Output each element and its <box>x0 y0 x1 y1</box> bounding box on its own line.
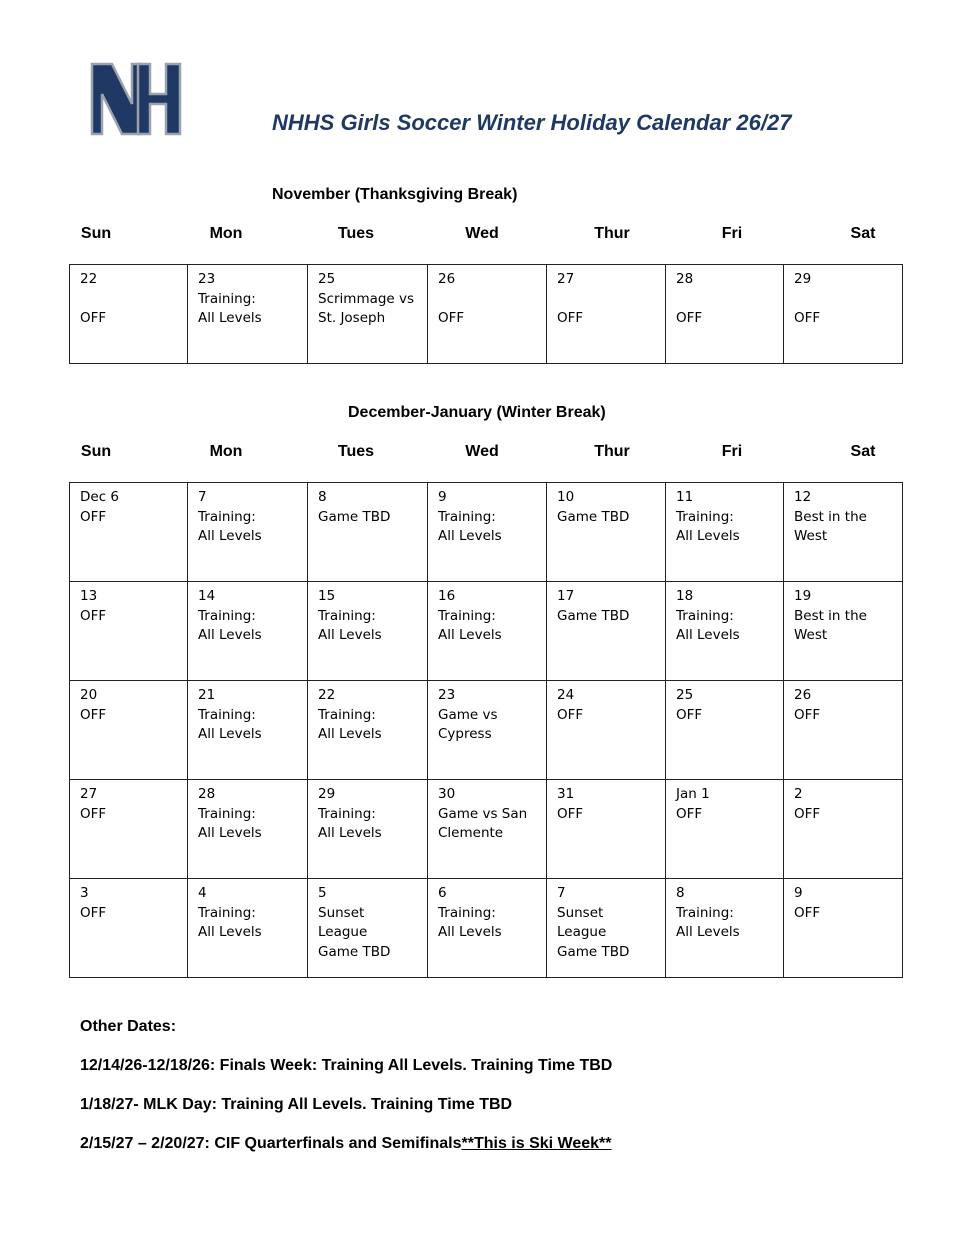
day-activity: Training: All Levels <box>438 508 502 544</box>
day-activity: Game TBD <box>557 508 630 525</box>
day-activity: Training: All Levels <box>318 607 382 643</box>
day-activity: Training: All Levels <box>676 607 740 643</box>
calendar-day-cell <box>547 681 666 780</box>
day-number: 8 <box>318 489 327 505</box>
day-activity: Training: All Levels <box>198 508 262 544</box>
weekday-label: Thur <box>594 443 630 460</box>
day-activity: OFF <box>438 310 465 326</box>
december-section-title: December-January (Winter Break) <box>348 404 606 421</box>
calendar-week-row <box>70 265 903 364</box>
calendar-day-cell <box>666 879 784 978</box>
calendar-day-cell <box>188 681 308 780</box>
day-number: 4 <box>198 885 207 901</box>
day-number: 23 <box>438 687 456 703</box>
day-number: 19 <box>794 588 812 604</box>
day-number: 8 <box>676 885 685 901</box>
other-dates-heading: Other Dates: <box>80 1018 177 1035</box>
day-activity: OFF <box>794 310 821 326</box>
calendar-day-cell <box>547 265 666 364</box>
calendar-day-cell <box>784 780 903 879</box>
weekday-label: Mon <box>209 225 243 242</box>
november-calendar <box>69 264 903 364</box>
calendar-day-cell <box>188 582 308 681</box>
calendar-day-cell <box>70 681 188 780</box>
calendar-week-row <box>70 681 903 780</box>
day-number: 17 <box>557 588 575 604</box>
calendar-day-cell <box>666 681 784 780</box>
day-number: 12 <box>794 489 812 505</box>
day-activity: OFF <box>80 310 107 326</box>
day-activity: OFF <box>676 805 703 822</box>
day-activity: Training: All Levels <box>198 607 262 643</box>
day-number: 9 <box>794 885 803 901</box>
weekday-label: Sat <box>850 443 876 460</box>
day-number: 3 <box>80 885 89 901</box>
day-activity: Training: All Levels <box>198 290 262 326</box>
day-activity: OFF <box>80 607 107 624</box>
calendar-day-cell <box>428 483 547 582</box>
day-number: 24 <box>557 687 575 703</box>
calendar-day-cell <box>547 582 666 681</box>
day-activity: Training: All Levels <box>676 904 740 940</box>
day-activity: OFF <box>80 904 107 921</box>
calendar-day-cell <box>188 780 308 879</box>
day-number: 5 <box>318 885 327 901</box>
calendar-day-cell <box>666 265 784 364</box>
day-number: 26 <box>794 687 812 703</box>
document-title: NHHS Girls Soccer Winter Holiday Calendar 26/27 <box>272 110 792 135</box>
other-date-finals: 12/14/26-12/18/26: Finals Week: Training All Levels. Training Time TBD <box>80 1057 613 1074</box>
calendar-day-cell <box>308 582 428 681</box>
calendar-day-cell <box>666 780 784 879</box>
weekday-label: Thur <box>594 225 630 242</box>
day-number: 16 <box>438 588 456 604</box>
day-activity: OFF <box>794 706 821 723</box>
day-activity: Training: All Levels <box>676 508 740 544</box>
day-activity: OFF <box>676 706 703 723</box>
day-number: 2 <box>794 786 803 802</box>
calendar-day-cell <box>784 879 903 978</box>
day-activity: Training: All Levels <box>318 706 382 742</box>
calendar-week-row <box>70 483 903 582</box>
weekday-label: Fri <box>721 225 743 242</box>
weekday-label: Wed <box>465 443 499 460</box>
day-activity: OFF <box>557 706 584 723</box>
calendar-day-cell <box>188 879 308 978</box>
day-activity: Sunset League Game TBD <box>318 904 391 960</box>
day-activity: OFF <box>557 310 584 326</box>
day-number: 27 <box>80 786 98 802</box>
calendar-day-cell <box>308 681 428 780</box>
calendar-week-row <box>70 879 903 978</box>
day-number: 13 <box>80 588 98 604</box>
weekday-label: Wed <box>465 225 499 242</box>
day-number: 25 <box>318 271 336 287</box>
day-activity: Best in the West <box>794 607 867 643</box>
calendar-day-cell <box>784 265 903 364</box>
day-number: Dec 6 <box>80 489 120 505</box>
december-weekday-header <box>69 443 902 465</box>
calendar-day-cell <box>308 780 428 879</box>
calendar-day-cell <box>70 780 188 879</box>
calendar-day-cell <box>70 265 188 364</box>
day-number: 22 <box>80 271 98 287</box>
day-number: 28 <box>676 271 694 287</box>
other-date-cif <box>80 1135 612 1153</box>
calendar-week-row <box>70 780 903 879</box>
day-number: 11 <box>676 489 694 505</box>
calendar-day-cell <box>428 265 547 364</box>
day-number: 7 <box>198 489 207 505</box>
day-number: 30 <box>438 786 456 802</box>
calendar-day-cell <box>784 483 903 582</box>
day-number: 9 <box>438 489 447 505</box>
day-number: 29 <box>318 786 336 802</box>
calendar-day-cell <box>70 483 188 582</box>
weekday-label: Tues <box>337 443 375 460</box>
december-calendar <box>69 482 903 978</box>
day-activity: Game TBD <box>557 607 630 624</box>
day-number: 14 <box>198 588 216 604</box>
calendar-week-row <box>70 582 903 681</box>
calendar-day-cell <box>666 483 784 582</box>
day-number: 22 <box>318 687 336 703</box>
november-weekday-header <box>69 225 902 247</box>
calendar-day-cell <box>308 483 428 582</box>
day-activity: OFF <box>80 805 107 822</box>
day-activity: Game vs Cypress <box>438 706 498 742</box>
day-activity: OFF <box>557 805 584 822</box>
other-date-mlk: 1/18/27- MLK Day: Training All Levels. Training Time TBD <box>80 1096 513 1113</box>
calendar-day-cell <box>784 681 903 780</box>
weekday-label: Sun <box>80 225 112 242</box>
calendar-day-cell <box>547 879 666 978</box>
calendar-day-cell <box>70 582 188 681</box>
day-activity: Training: All Levels <box>198 805 262 841</box>
school-logo <box>88 58 184 140</box>
day-number: 25 <box>676 687 694 703</box>
weekday-label: Sun <box>80 443 112 460</box>
weekday-label: Sat <box>850 225 876 242</box>
day-number: 28 <box>198 786 216 802</box>
calendar-day-cell <box>308 265 428 364</box>
day-activity: Training: All Levels <box>438 607 502 643</box>
day-number: 26 <box>438 271 456 287</box>
day-number: 31 <box>557 786 575 802</box>
calendar-day-cell <box>70 879 188 978</box>
day-number: 15 <box>318 588 336 604</box>
calendar-day-cell <box>784 582 903 681</box>
calendar-day-cell <box>428 681 547 780</box>
calendar-day-cell <box>547 780 666 879</box>
day-number: 29 <box>794 271 812 287</box>
calendar-day-cell <box>428 582 547 681</box>
day-activity: Training: All Levels <box>318 805 382 841</box>
weekday-label: Mon <box>209 443 243 460</box>
day-activity: Game TBD <box>318 508 391 525</box>
day-number: Jan 1 <box>676 786 710 802</box>
cif-dates-text: 2/15/27 – 2/20/27: CIF Quarterfinals and Semifinals <box>80 1135 462 1152</box>
day-number: 18 <box>676 588 694 604</box>
day-activity: Game vs San Clemente <box>438 805 528 841</box>
day-number: 7 <box>557 885 566 901</box>
ski-week-note: **This is Ski Week** <box>461 1135 612 1152</box>
calendar-day-cell <box>547 483 666 582</box>
day-number: 20 <box>80 687 98 703</box>
weekday-label: Fri <box>721 443 743 460</box>
day-activity: OFF <box>80 508 107 525</box>
day-activity: Scrimmage vs St. Joseph <box>318 290 415 326</box>
day-activity: Best in the West <box>794 508 867 544</box>
day-activity: OFF <box>794 904 821 921</box>
day-activity: Training: All Levels <box>438 904 502 940</box>
day-activity: OFF <box>80 706 107 723</box>
day-activity: Training: All Levels <box>198 904 262 940</box>
day-number: 27 <box>557 271 575 287</box>
calendar-day-cell <box>188 265 308 364</box>
calendar-day-cell <box>308 879 428 978</box>
calendar-day-cell <box>428 780 547 879</box>
day-activity: Sunset League Game TBD <box>557 904 630 960</box>
weekday-label: Tues <box>337 225 375 242</box>
day-activity: Training: All Levels <box>198 706 262 742</box>
day-number: 10 <box>557 489 575 505</box>
day-number: 21 <box>198 687 216 703</box>
calendar-day-cell <box>188 483 308 582</box>
calendar-day-cell <box>428 879 547 978</box>
november-section-title: November (Thanksgiving Break) <box>272 186 518 203</box>
day-number: 23 <box>198 271 216 287</box>
calendar-day-cell <box>666 582 784 681</box>
day-activity: OFF <box>676 310 703 326</box>
day-number: 6 <box>438 885 447 901</box>
day-activity: OFF <box>794 805 821 822</box>
